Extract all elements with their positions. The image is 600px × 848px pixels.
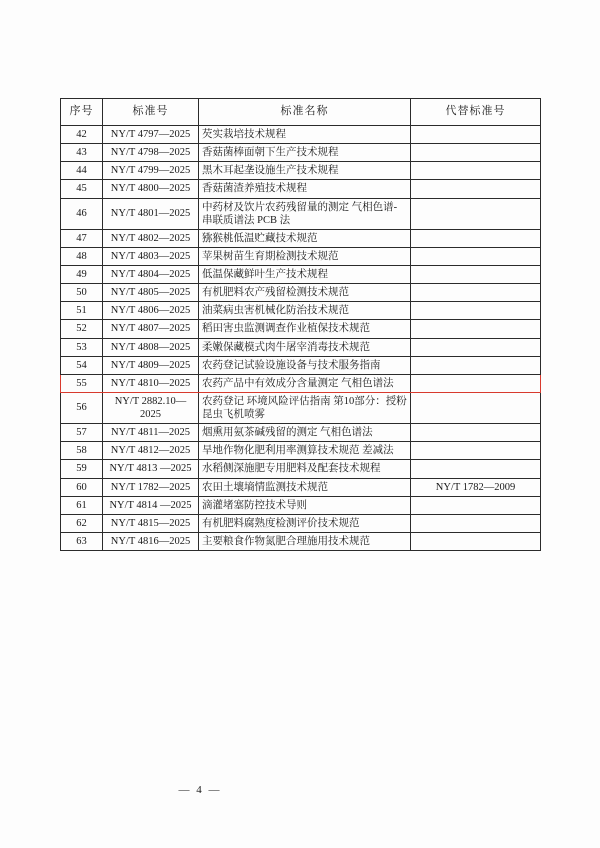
cell-standard-name: 旱地作物化肥利用率测算技术规范 差减法 bbox=[199, 442, 411, 460]
cell-standard-code: NY/T 4806—2025 bbox=[103, 302, 199, 320]
cell-standard-name: 主要粮食作物氮肥合理施用技术规范 bbox=[199, 532, 411, 550]
table-row bbox=[61, 442, 541, 460]
cell-seq: 51 bbox=[61, 302, 103, 320]
cell-seq: 53 bbox=[61, 338, 103, 356]
cell-standard-name: 香菇菌棒面朝下生产技术规程 bbox=[199, 144, 411, 162]
cell-standard-name: 有机肥料农产残留检测技术规范 bbox=[199, 284, 411, 302]
cell-replaced-code bbox=[411, 180, 541, 198]
cell-seq: 60 bbox=[61, 478, 103, 496]
cell-replaced-code bbox=[411, 356, 541, 374]
cell-seq: 59 bbox=[61, 460, 103, 478]
cell-replaced-code bbox=[411, 496, 541, 514]
table-row bbox=[61, 478, 541, 496]
table-row bbox=[61, 374, 541, 392]
cell-seq: 47 bbox=[61, 229, 103, 247]
cell-standard-code: NY/T 4805—2025 bbox=[103, 284, 199, 302]
cell-standard-code: NY/T 4804—2025 bbox=[103, 266, 199, 284]
cell-seq: 61 bbox=[61, 496, 103, 514]
cell-standard-code: NY/T 4801—2025 bbox=[103, 198, 199, 229]
table-row bbox=[61, 302, 541, 320]
cell-replaced-code bbox=[411, 514, 541, 532]
cell-standard-name: 农田土壤墒情监测技术规范 bbox=[199, 478, 411, 496]
cell-seq: 54 bbox=[61, 356, 103, 374]
page-footer bbox=[0, 784, 600, 796]
cell-replaced-code bbox=[411, 460, 541, 478]
cell-standard-name: 稻田害虫监测调查作业植保技术规范 bbox=[199, 320, 411, 338]
cell-seq: 57 bbox=[61, 424, 103, 442]
cell-standard-code: NY/T 4816—2025 bbox=[103, 532, 199, 550]
table-row bbox=[61, 338, 541, 356]
cell-standard-name: 油菜病虫害机械化防治技术规范 bbox=[199, 302, 411, 320]
cell-standard-code: NY/T 4798—2025 bbox=[103, 144, 199, 162]
cell-seq: 52 bbox=[61, 320, 103, 338]
table-row bbox=[61, 144, 541, 162]
cell-standard-name: 猕猴桃低温贮藏技术规范 bbox=[199, 229, 411, 247]
cell-standard-name: 低温保藏鲜叶生产技术规程 bbox=[199, 266, 411, 284]
cell-standard-name: 柔嫩保藏模式肉牛屠宰消毒技术规范 bbox=[199, 338, 411, 356]
cell-replaced-code bbox=[411, 126, 541, 144]
cell-seq: 58 bbox=[61, 442, 103, 460]
table-row bbox=[61, 284, 541, 302]
table-row bbox=[61, 514, 541, 532]
table-row bbox=[61, 460, 541, 478]
cell-standard-name: 中药材及饮片农药残留量的测定 气相色谱-串联质谱法 PCB 法 bbox=[199, 198, 411, 229]
cell-standard-code: NY/T 4811—2025 bbox=[103, 424, 199, 442]
cell-standard-name: 农药登记 环境风险评估指南 第10部分：授粉昆虫飞机喷雾 bbox=[199, 392, 411, 423]
page-number: — 4 — bbox=[178, 784, 222, 796]
cell-standard-code: NY/T 4809—2025 bbox=[103, 356, 199, 374]
table-row bbox=[61, 126, 541, 144]
cell-replaced-code bbox=[411, 338, 541, 356]
cell-standard-name: 水稻侧深施肥专用肥料及配套技术规程 bbox=[199, 460, 411, 478]
column-header-replaced: 代替标准号 bbox=[411, 99, 541, 126]
cell-replaced-code bbox=[411, 392, 541, 423]
cell-seq: 43 bbox=[61, 144, 103, 162]
table-row bbox=[61, 180, 541, 198]
cell-standard-code: NY/T 4807—2025 bbox=[103, 320, 199, 338]
table-header-row bbox=[61, 99, 541, 126]
cell-replaced-code bbox=[411, 374, 541, 392]
column-header-name: 标准名称 bbox=[199, 99, 411, 126]
cell-seq: 56 bbox=[61, 392, 103, 423]
cell-standard-name: 芡实栽培技术规程 bbox=[199, 126, 411, 144]
column-header-seq: 序号 bbox=[61, 99, 103, 126]
table-row bbox=[61, 320, 541, 338]
table-body bbox=[61, 126, 541, 551]
table-row bbox=[61, 229, 541, 247]
cell-standard-name: 香菇菌渣养殖技术规程 bbox=[199, 180, 411, 198]
cell-seq: 55 bbox=[61, 374, 103, 392]
cell-seq: 62 bbox=[61, 514, 103, 532]
cell-standard-code: NY/T 4799—2025 bbox=[103, 162, 199, 180]
cell-seq: 49 bbox=[61, 266, 103, 284]
cell-standard-name: 苹果树苗生育期检测技术规范 bbox=[199, 247, 411, 265]
cell-standard-code: NY/T 1782—2025 bbox=[103, 478, 199, 496]
cell-standard-name: 有机肥料腐熟度检测评价技术规范 bbox=[199, 514, 411, 532]
cell-standard-name: 黑木耳起垄设施生产技术规程 bbox=[199, 162, 411, 180]
cell-replaced-code bbox=[411, 532, 541, 550]
cell-replaced-code bbox=[411, 162, 541, 180]
table-row bbox=[61, 424, 541, 442]
cell-standard-code: NY/T 4800—2025 bbox=[103, 180, 199, 198]
cell-seq: 45 bbox=[61, 180, 103, 198]
cell-seq: 42 bbox=[61, 126, 103, 144]
cell-standard-name: 农药登记试验设施设备与技术服务指南 bbox=[199, 356, 411, 374]
cell-standard-code: NY/T 4808—2025 bbox=[103, 338, 199, 356]
cell-standard-code: NY/T 4813 —2025 bbox=[103, 460, 199, 478]
cell-replaced-code: NY/T 1782—2009 bbox=[411, 478, 541, 496]
cell-replaced-code bbox=[411, 247, 541, 265]
table-row bbox=[61, 532, 541, 550]
cell-seq: 44 bbox=[61, 162, 103, 180]
cell-replaced-code bbox=[411, 229, 541, 247]
cell-standard-code: NY/T 4802—2025 bbox=[103, 229, 199, 247]
cell-standard-code: NY/T 4797—2025 bbox=[103, 126, 199, 144]
table-row bbox=[61, 247, 541, 265]
table-row bbox=[61, 266, 541, 284]
cell-seq: 63 bbox=[61, 532, 103, 550]
cell-replaced-code bbox=[411, 266, 541, 284]
cell-standard-code: NY/T 4812—2025 bbox=[103, 442, 199, 460]
cell-seq: 48 bbox=[61, 247, 103, 265]
table-row bbox=[61, 496, 541, 514]
cell-replaced-code bbox=[411, 284, 541, 302]
table-row bbox=[61, 356, 541, 374]
cell-standard-code: NY/T 4810—2025 bbox=[103, 374, 199, 392]
table-row bbox=[61, 392, 541, 423]
table-row bbox=[61, 198, 541, 229]
cell-replaced-code bbox=[411, 198, 541, 229]
cell-standard-name: 烟熏用氨茶碱残留的测定 气相色谱法 bbox=[199, 424, 411, 442]
column-header-code: 标准号 bbox=[103, 99, 199, 126]
cell-replaced-code bbox=[411, 442, 541, 460]
cell-standard-code: NY/T 4814 —2025 bbox=[103, 496, 199, 514]
cell-seq: 46 bbox=[61, 198, 103, 229]
cell-standard-code: NY/T 4815—2025 bbox=[103, 514, 199, 532]
cell-replaced-code bbox=[411, 424, 541, 442]
table-row bbox=[61, 162, 541, 180]
cell-replaced-code bbox=[411, 144, 541, 162]
standards-table bbox=[60, 98, 541, 551]
cell-standard-name: 滴灌堵塞防控技术导则 bbox=[199, 496, 411, 514]
cell-replaced-code bbox=[411, 302, 541, 320]
cell-seq: 50 bbox=[61, 284, 103, 302]
cell-standard-name: 农药产品中有效成分含量测定 气相色谱法 bbox=[199, 374, 411, 392]
cell-standard-code: NY/T 4803—2025 bbox=[103, 247, 199, 265]
cell-replaced-code bbox=[411, 320, 541, 338]
cell-standard-code: NY/T 2882.10—2025 bbox=[103, 392, 199, 423]
